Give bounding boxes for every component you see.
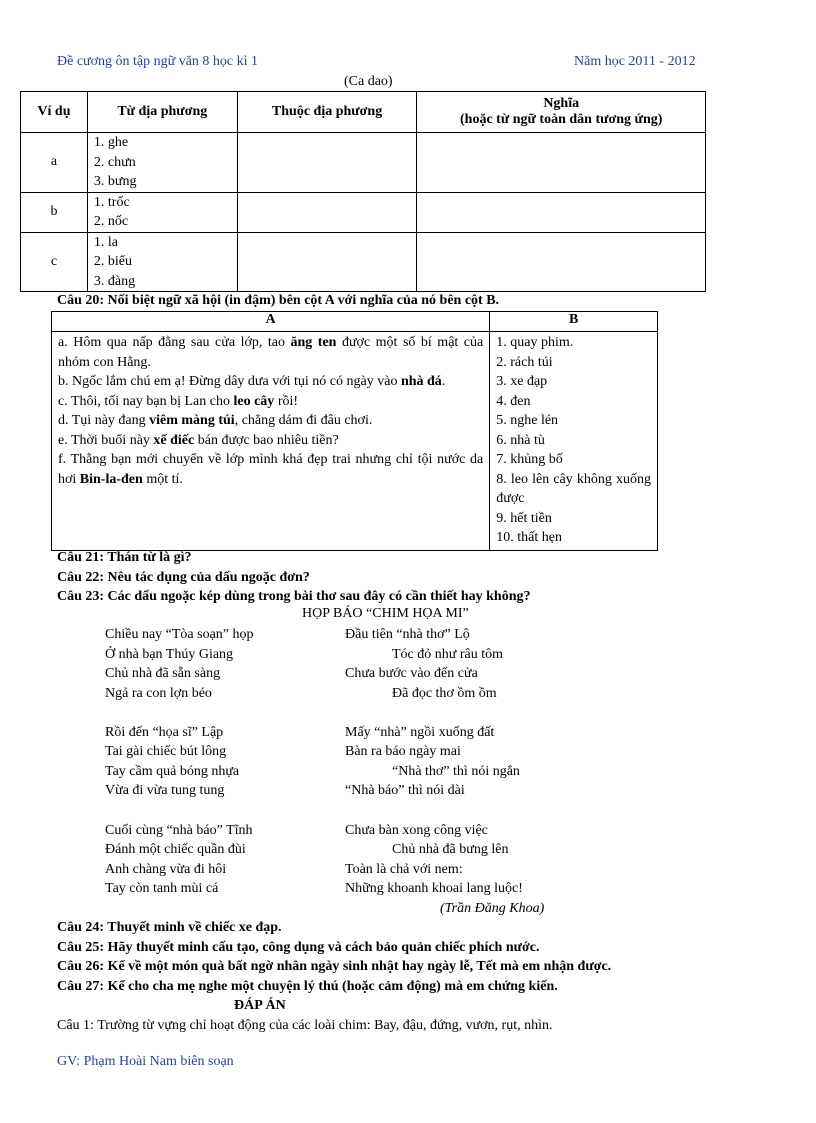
- list-item: 9. hết tiền: [496, 510, 552, 526]
- meaning-cell: [417, 192, 706, 232]
- table-header-row: [21, 92, 706, 133]
- cadao-label: (Ca dao): [344, 74, 393, 89]
- dialect-words: [87, 133, 237, 193]
- poem-line: Chủ nhà đã bưng lên: [392, 842, 509, 857]
- list-item: 2. biểu: [93, 254, 132, 269]
- meaning-title: Nghĩa: [543, 96, 580, 111]
- col-header-example: Ví dụ: [21, 92, 88, 133]
- list-item: 2. chưn: [93, 154, 136, 170]
- question-23: Câu 23: Các dấu ngoặc kép dùng trong bài thơ sau đây có cần thiết hay không?: [57, 589, 531, 604]
- region-cell: [237, 232, 417, 292]
- slang-term: ăng ten: [290, 335, 337, 350]
- poem-line: Đánh một chiếc quần đùi: [105, 842, 246, 857]
- table-row: [21, 133, 706, 193]
- poem-line: Toàn là chả với nem:: [345, 862, 463, 877]
- meaning-cell: [417, 232, 706, 292]
- question-26: Câu 26: Kể về một món quà bất ngờ nhân ngày sinh nhật hay ngày lễ, Tết mà em nhận được.: [57, 959, 612, 974]
- slang-term: nhà đá: [400, 374, 442, 389]
- row-label: b: [21, 192, 88, 232]
- poem-line: Tay còn tanh mùi cá: [105, 881, 219, 896]
- poem-line: Vừa đi vừa tung tung: [105, 783, 225, 798]
- question-22: Câu 22: Nêu tác dụng của dấu ngoặc đơn?: [57, 570, 310, 585]
- table-header-row: [52, 312, 658, 332]
- col-header-dialect-word: Từ địa phương: [87, 92, 237, 133]
- list-item: 1. ghe: [93, 135, 129, 150]
- sentence-e: e. Thời buổi này xế điếc bán được bao nhiêu tiền?: [58, 432, 339, 448]
- col-header-b: B: [490, 312, 658, 332]
- poem-line: Bàn ra báo ngày mai: [345, 744, 461, 759]
- table-row: [21, 192, 706, 232]
- list-item: 7. khủng bố: [496, 452, 563, 467]
- poem-line: Chủ nhà đã sẵn sàng: [105, 666, 221, 681]
- region-cell: [237, 192, 417, 232]
- answer-heading: ĐÁP ÁN: [234, 998, 286, 1013]
- col-header-a: A: [52, 312, 490, 332]
- poem-title: HỌP BÁO “CHIM HỌA MI”: [302, 606, 469, 621]
- poem-line: Rồi đến “họa sĩ” Lập: [105, 725, 224, 740]
- list-item: 3. bưng: [93, 174, 137, 189]
- answer-1: Câu 1: Trường từ vựng chỉ hoạt động của các loài chim: Bay, đậu, đứng, vươn, rụt, nhìn.: [57, 1018, 553, 1033]
- question-20: Câu 20: Nối biệt ngữ xã hội (in đậm) bên cột A với nghĩa của nó bên cột B.: [57, 293, 500, 308]
- poem-line: Đã đọc thơ ồm ồm: [392, 686, 497, 701]
- dialect-words: [87, 192, 237, 232]
- poem-line: Tay cầm quả bóng nhựa: [105, 764, 240, 779]
- table-row: [52, 332, 658, 551]
- list-item: 8. leo lên cây không xuống được: [496, 471, 651, 506]
- list-item: 6. nhà tù: [496, 432, 545, 448]
- dialect-table: [20, 91, 706, 292]
- list-item: 1. trốc: [93, 194, 130, 210]
- column-a: [52, 332, 490, 551]
- slang-term: xế điếc: [153, 432, 195, 448]
- footer-author: GV: Phạm Hoài Nam biên soạn: [57, 1054, 234, 1069]
- matching-table: [51, 311, 658, 551]
- question-27: Câu 27: Kể cho cha mẹ nghe một chuyện lý thú (hoặc cảm động) mà em chứng kiến.: [57, 979, 558, 994]
- column-b: [490, 332, 658, 551]
- table-row: [21, 232, 706, 292]
- poem-line: Cuối cùng “nhà báo” Tĩnh: [105, 823, 253, 838]
- list-item: 5. nghe lén: [496, 413, 559, 428]
- dialect-words: [87, 232, 237, 292]
- poem-line: Ngả ra con lợn béo: [105, 686, 212, 701]
- question-21: Câu 21: Thán từ là gì?: [57, 550, 192, 565]
- list-item: 4. đen: [496, 393, 531, 409]
- poem-line: Ở nhà bạn Thúy Giang: [105, 647, 234, 662]
- poem-line: Chiều nay “Tòa soạn” họp: [105, 627, 254, 642]
- poem-line: Mấy “nhà” ngồi xuống đất: [345, 725, 495, 740]
- slang-term: Bin-la-đen: [79, 471, 143, 487]
- poem-line: “Nhà báo” thì nói dài: [345, 783, 465, 798]
- slang-term: leo cây: [233, 393, 275, 409]
- meaning-cell: [417, 133, 706, 193]
- meaning-subtitle: (hoặc từ ngữ toàn dân tương ứng): [460, 112, 663, 127]
- sentence-d: d. Tụi này đang viêm màng túi, chẳng dám đi đâu chơi.: [58, 413, 373, 428]
- region-cell: [237, 133, 417, 193]
- col-header-region: Thuộc địa phương: [237, 92, 417, 133]
- list-item: 2. nốc: [93, 214, 129, 229]
- col-header-meaning: [417, 92, 706, 133]
- poem-line: Chưa bàn xong công việc: [345, 823, 488, 838]
- header-right: Năm học 2011 - 2012: [574, 54, 696, 69]
- list-item: 2. rách túi: [496, 354, 553, 370]
- poem-line: Tóc đỏ như râu tôm: [392, 647, 504, 662]
- poem-line: Anh chàng vừa đi hôi: [105, 862, 227, 877]
- slang-term: viêm màng túi: [149, 413, 235, 428]
- header-left: Đề cương ôn tập ngữ văn 8 học kì 1: [57, 54, 259, 69]
- row-label: c: [21, 232, 88, 292]
- list-item: 10. thất hẹn: [496, 530, 562, 545]
- poem-line: Chưa bước vào đến cửa: [345, 666, 478, 681]
- poem-author: (Trần Đăng Khoa): [440, 901, 545, 916]
- poem-line: “Nhà thơ” thì nói ngắn: [392, 764, 520, 779]
- poem-line: Đầu tiên “nhà thơ” Lộ: [345, 627, 470, 642]
- poem-line: Tai gài chiếc bút lông: [105, 744, 227, 759]
- list-item: 1. la: [93, 234, 118, 250]
- row-label: a: [21, 133, 88, 193]
- sentence-f: f. Thằng bạn mới chuyển về lớp mình khá đẹp trai nhưng chỉ tội nước da hơi Bin-la-đen một tí.: [58, 452, 484, 487]
- sentence-b: b. Ngốc lắm chú em ạ! Đừng dây dưa với tụi nó có ngày vào nhà đá.: [58, 374, 446, 389]
- list-item: 3. đàng: [93, 273, 136, 289]
- question-25: Câu 25: Hãy thuyết minh cấu tạo, công dụng và cách bảo quản chiếc phích nước.: [57, 940, 540, 955]
- sentence-a: a. Hôm qua nấp đằng sau cửa lớp, tao ăng ten được một số bí mật của nhóm con Hằng.: [58, 335, 484, 370]
- poem-line: Những khoanh khoai lang luộc!: [345, 881, 523, 896]
- list-item: 3. xe đạp: [496, 374, 548, 389]
- list-item: 1. quay phim.: [496, 335, 574, 350]
- sentence-c: c. Thôi, tối nay bạn bị Lan cho leo cây rồi!: [58, 393, 299, 409]
- question-24: Câu 24: Thuyết minh về chiếc xe đạp.: [57, 920, 282, 935]
